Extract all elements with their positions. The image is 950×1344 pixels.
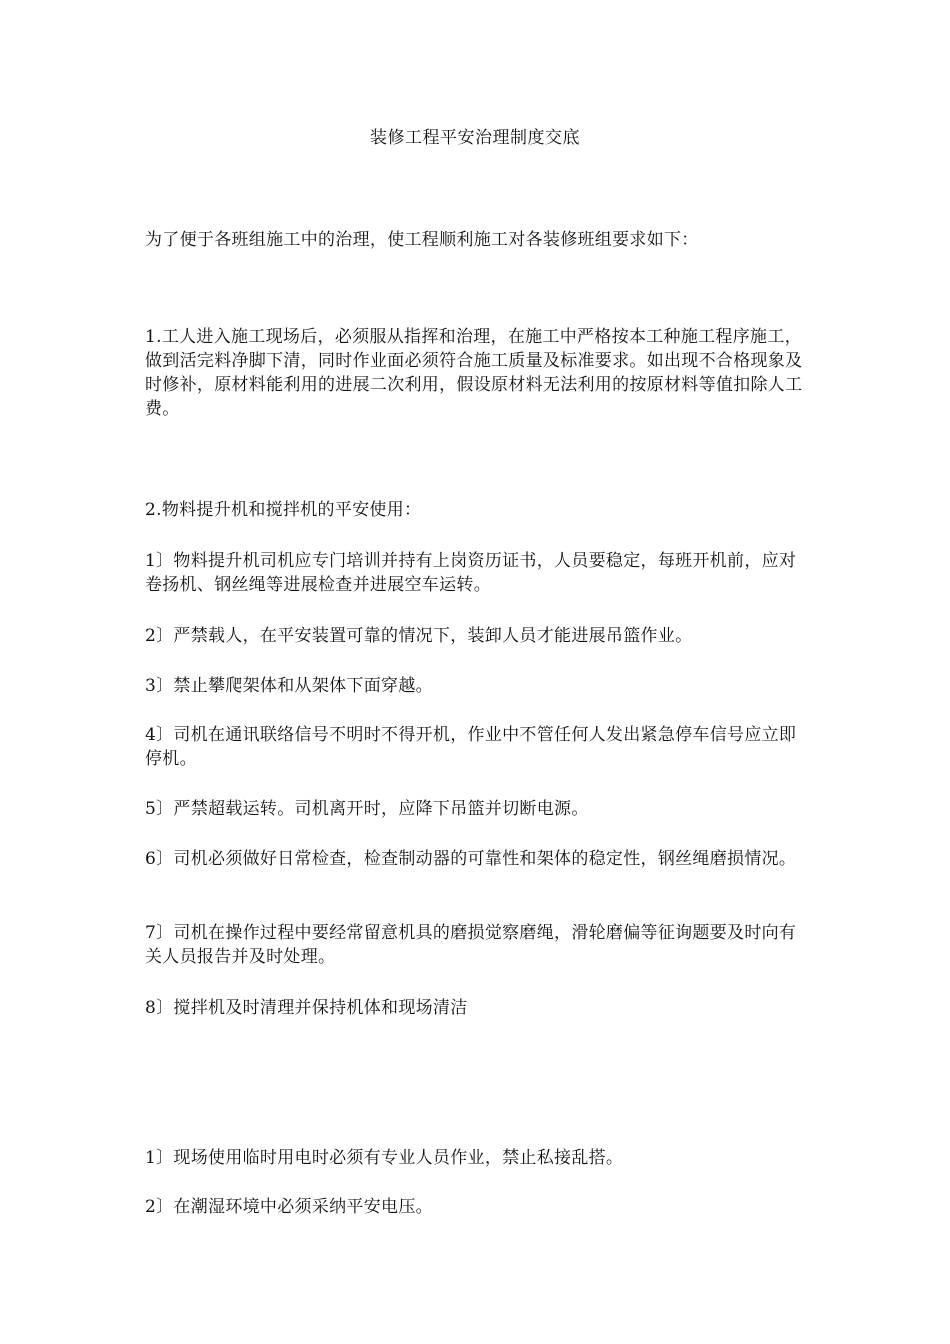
section-2-heading: 2.物料提升机和搅拌机的平安使用：	[145, 500, 422, 520]
section-2-item-7: 7〕司机在操作过程中要经常留意机具的磨损觉察磨绳，滑轮磨偏等征询题要及时向有关人员报告并及时处理。	[145, 923, 797, 967]
section-1-paragraph: 1.工人进入施工现场后，必须服从指挥和治理，在施工中严格按本工种施工程序施工，做到活完料净脚下清，同时作业面必须符合施工质量及标准要求。如出现不合格现象及时修补，原材料能利用的进展二次利用，假设原材料无法利用的按原材料等值扣除人工费。	[145, 327, 803, 419]
section-2-item-6: 6〕司机必须做好日常检查，检查制动器的可靠性和架体的稳定性，钢丝绳磨损情况。	[145, 849, 797, 869]
section-2-item-4: 4〕司机在通讯联络信号不明时不得开机，作业中不管任何人发出紧急停车信号应立即停机。	[145, 725, 797, 769]
section-2-item-1: 1〕物料提升机司机应专门培训并持有上岗资历证书，人员要稳定，每班开机前，应对卷扬机、钢丝绳等进展检查并进展空车运转。	[145, 551, 797, 595]
intro-paragraph: 为了便于各班组施工中的治理，使工程顺利施工对各装修班组要求如下：	[145, 230, 699, 250]
section-3-item-2: 2〕在潮湿环境中必须采纳平安电压。	[145, 1197, 433, 1217]
section-2-item-2: 2〕严禁载人，在平安装置可靠的情况下，装卸人员才能进展吊篮作业。	[145, 626, 693, 646]
section-2-item-5: 5〕严禁超载运转。司机离开时，应降下吊篮并切断电源。	[145, 799, 589, 819]
document-title: 装修工程平安治理制度交底	[370, 128, 580, 148]
section-2-item-3: 3〕禁止攀爬架体和从架体下面穿越。	[145, 676, 433, 696]
section-2-item-8: 8〕搅拌机及时清理并保持机体和现场清洁	[145, 998, 468, 1018]
section-3-item-1: 1〕现场使用临时用电时必须有专业人员作业，禁止私接乱搭。	[145, 1148, 624, 1168]
